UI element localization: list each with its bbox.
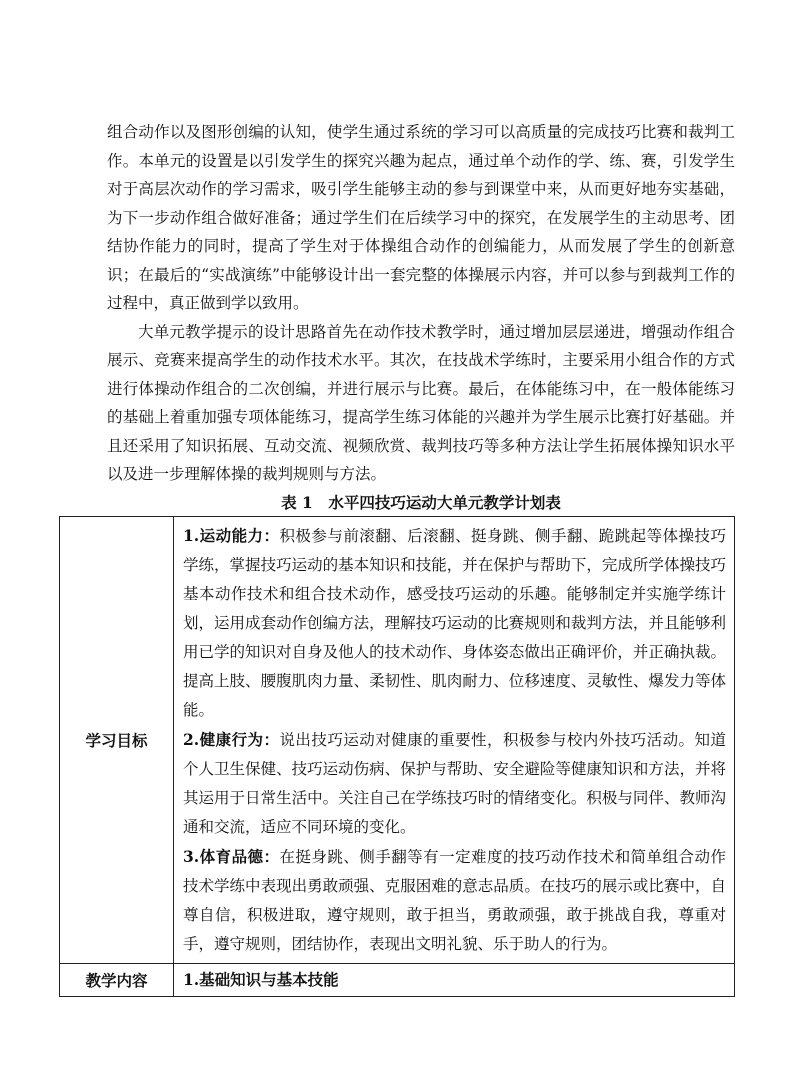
table-row-content bbox=[60, 964, 735, 997]
goal-item-3 bbox=[183, 842, 726, 959]
intro-paragraph-2: 大单元教学提示的设计思路首先在动作技术教学时，通过增加层层递进，增强动作组合展示、竞赛来提高学生的动作技术水平。其次，在技战术学练时，主要采用小组合作的方式进行体操动作组合的二次创编，并进行展示与比赛。最后，在体能练习中，在一般体能练习的基础上着重加强专项体能练习，提高学生练习体能的兴趣并为学生展示比赛打好基础。并且还采用了知识拓展、互动交流、视频欣赏、裁判技巧等多种方法让学生拓展体操知识水平以及进一步理解体操的裁判规则与方法。 bbox=[107, 322, 735, 483]
content-label: 教学内容 bbox=[60, 964, 174, 997]
content-cell bbox=[174, 964, 735, 997]
table-row-goals bbox=[60, 517, 735, 964]
teaching-plan-table bbox=[59, 516, 735, 997]
goal-heading-3: 3.体育品德： bbox=[183, 847, 280, 866]
goal-text-2: 说出技巧运动对健康的重要性，积极参与校内外技巧活动。知道个人卫生保健、技巧运动伤病、保护与帮助、安全避险等健康知识和方法，并将其运用于日常生活中。关注自己在学练技巧时的情绪变化。积极与同伴、教师沟通和交流，适应不同环境的变化。 bbox=[183, 731, 726, 836]
goal-text-1: 积极参与前滚翻、后滚翻、挺身跳、侧手翻、跪跳起等体操技巧学练，掌握技巧运动的基本知识和技能，并在保护与帮助下，完成所学体操技巧基本动作技术和组合技术动作，感受技巧运动的乐趣。能够制定并实施学练计划，运用成套动作创编方法，理解技巧运动的比赛规则和裁判方法，并且能够利用已学的知识对自身及他人的技术动作、身体姿态做出正确评价，并正确执裁。提高上肢、腰腹肌肉力量、柔韧性、肌肉耐力、位移速度、灵敏性、爆发力等体能。 bbox=[183, 527, 726, 719]
goals-label: 学习目标 bbox=[60, 517, 174, 964]
goal-item-1 bbox=[183, 521, 726, 725]
document-body bbox=[107, 118, 735, 517]
goal-item-2 bbox=[183, 725, 726, 842]
goals-content bbox=[174, 517, 735, 964]
content-first-item: 1.基础知识与基本技能 bbox=[183, 970, 339, 989]
goal-heading-1: 1.运动能力： bbox=[183, 526, 280, 545]
goal-text-3: 在挺身跳、侧手翻等有一定难度的技巧动作技术和简单组合动作技术学练中表现出勇敢顽强、克服困难的意志品质。在技巧的展示或比赛中，自尊自信，积极进取，遵守规则，敢于担当，勇敢顽强，敢于挑战自我，尊重对手，遵守规则，团结协作，表现出文明礼貌、乐于助人的行为。 bbox=[183, 848, 726, 953]
intro-paragraph-1: 组合动作以及图形创编的认知，使学生通过系统的学习可以高质量的完成技巧比赛和裁判工作。本单元的设置是以引发学生的探究兴趣为起点，通过单个动作的学、练、赛，引发学生对于高层次动作的学习需求，吸引学生能够主动的参与到课堂中来，从而更好地夯实基础，为下一步动作组合做好准备；通过学生们在后续学习中的探究，在发展学生的主动思考、团结协作能力的同时，提高了学生对于体操组合动作的创编能力，从而发展了学生的创新意识；在最后的“实战演练”中能够设计出一套完整的体操展示内容，并可以参与到裁判工作的过程中，真正做到学以致用。 bbox=[107, 123, 735, 312]
table-caption: 表 1 水平四技巧运动大单元教学计划表 bbox=[281, 492, 561, 512]
goal-heading-2: 2.健康行为： bbox=[183, 730, 280, 749]
